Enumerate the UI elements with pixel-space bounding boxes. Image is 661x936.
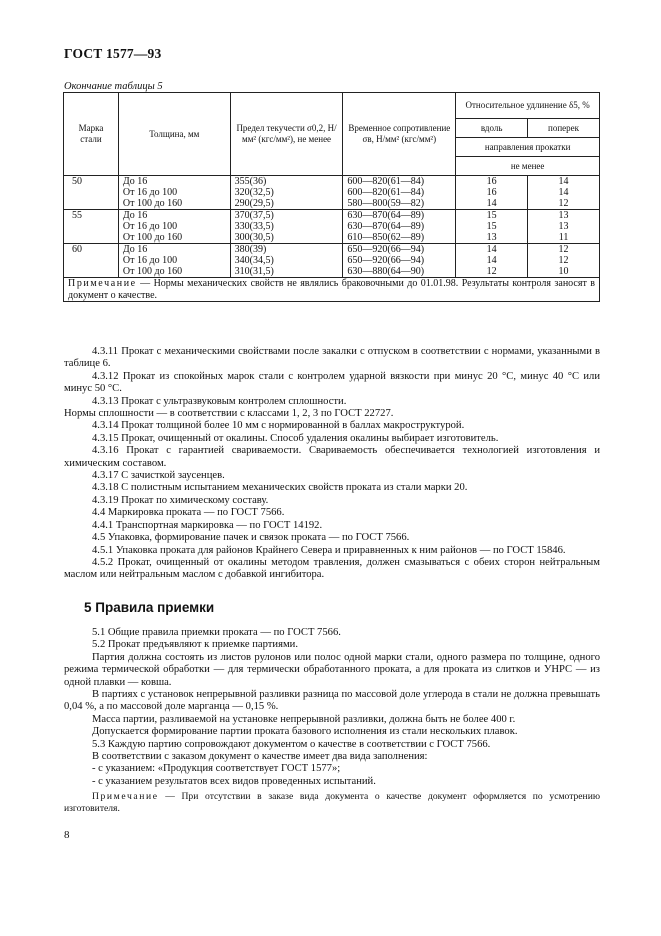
- paragraph: 4.3.15 Прокат, очищенный от окалины. Способ удаления окалины выбирает изготовитель.: [92, 432, 499, 444]
- thickness-value: От 100 до 160: [122, 266, 183, 277]
- paragraph: 4.3.19 Прокат по химическому составу.: [92, 494, 269, 506]
- yield-value: 355(36): [234, 176, 267, 187]
- header-min: не менее: [456, 157, 600, 176]
- tensile-cell: [343, 244, 456, 278]
- across-value: 14: [558, 187, 569, 198]
- tensile-value: 610—850(62—89): [347, 232, 425, 243]
- table-row: [64, 210, 600, 244]
- page-number: 8: [64, 829, 70, 841]
- across-value: 13: [558, 221, 569, 232]
- table-note-label: Примечание: [68, 278, 137, 289]
- thickness-value: От 100 до 160: [122, 232, 183, 243]
- paragraph: 4.3.11 Прокат с механическими свойствами после закалки с отпуском в соответствии с нормами, указанными в таблице 6.: [64, 346, 600, 370]
- across-cell: [528, 210, 600, 244]
- paragraph: 4.3.12 Прокат из спокойных марок стали с контролем ударной вязкости при минус 20 °С, минус 40 °С или минус 50 °С.: [64, 370, 600, 395]
- paragraph: - с указанием: «Продукция соответствует ГОСТ 1577»;: [92, 763, 341, 775]
- along-cell: [456, 176, 528, 210]
- table-caption: Окончание таблицы 5: [64, 81, 163, 92]
- yield-value: 330(33,5): [234, 221, 274, 232]
- paragraph: 4.4 Маркировка проката — по ГОСТ 7566.: [92, 507, 285, 519]
- across-cell: [528, 244, 600, 278]
- across-value: 14: [558, 176, 569, 187]
- paragraph: 4.5 Упаковка, формирование пачек и связок проката — по ГОСТ 7566.: [92, 532, 410, 544]
- requirements-text: [64, 346, 600, 582]
- along-value: 14: [486, 244, 497, 255]
- header-direction: направления прокатки: [456, 138, 600, 157]
- across-value: 12: [558, 255, 569, 266]
- paragraph: 5.1 Общие правила приемки проката — по ГОСТ 7566.: [92, 627, 341, 638]
- along-value: 15: [486, 221, 497, 232]
- yield-value: 340(34,5): [234, 255, 274, 266]
- grade-cell: 55: [64, 210, 119, 244]
- header-tensile-text: Временное сопротивление σв, Н/мм² (кгс/мм²): [348, 123, 451, 144]
- table-note-text: — Нормы механических свойств не являлись браковочными до 01.01.98. Результаты контроля заносят в документ о качестве.: [68, 278, 595, 301]
- yield-cell: [230, 210, 343, 244]
- across-cell: [528, 176, 600, 210]
- across-value: 12: [558, 244, 569, 255]
- thickness-value: До 16: [122, 244, 148, 255]
- thickness-value: До 16: [122, 210, 148, 221]
- yield-value: 320(32,5): [234, 187, 274, 198]
- table-note-row: [64, 278, 600, 302]
- tensile-cell: [343, 210, 456, 244]
- along-value: 15: [486, 210, 497, 221]
- header-tensile: [343, 93, 456, 176]
- section-note-label: Примечание: [92, 791, 159, 803]
- thickness-value: От 100 до 160: [122, 198, 183, 209]
- page-header: ГОСТ 1577—93: [64, 46, 162, 61]
- paragraph: 4.3.13 Прокат с ультразвуковым контролем сплошности.: [92, 395, 347, 407]
- along-value: 12: [486, 266, 497, 277]
- paragraph: 4.3.17 С зачисткой заусенцев.: [92, 470, 225, 482]
- paragraph: 5.2 Прокат предъявляют к приемке партиями.: [92, 639, 298, 651]
- thickness-cell: [118, 210, 230, 244]
- header-thickness: Толщина, мм: [118, 93, 230, 176]
- tensile-value: 630—870(64—89): [347, 210, 425, 221]
- paragraph: 4.3.16 Прокат с гарантией свариваемости. Свариваемость обеспечивается технологией изготовления и химическим составом.: [64, 445, 600, 469]
- tensile-value: 600—820(61—84): [347, 176, 425, 187]
- paragraph: 4.4.1 Транспортная маркировка — по ГОСТ 14192.: [92, 519, 323, 531]
- mechanical-properties-table: [63, 92, 600, 302]
- tensile-value: 650—920(66—94): [347, 255, 425, 266]
- tensile-value: 600—820(61—84): [347, 187, 425, 198]
- grade-cell: 60: [64, 244, 119, 278]
- grade-cell: 50: [64, 176, 119, 210]
- along-value: 16: [486, 187, 497, 198]
- thickness-value: От 16 до 100: [122, 255, 178, 266]
- thickness-cell: [118, 244, 230, 278]
- across-value: 13: [558, 210, 569, 221]
- yield-cell: [230, 176, 343, 210]
- thickness-cell: [118, 176, 230, 210]
- table-row: [64, 244, 600, 278]
- tensile-value: 630—870(64—89): [347, 221, 425, 232]
- yield-value: 300(30,5): [234, 232, 274, 243]
- across-value: 11: [558, 232, 569, 243]
- thickness-value: От 16 до 100: [122, 221, 178, 232]
- header-yield-text: Предел текучести σ0,2, Н/мм² (кгс/мм²), не менее: [236, 123, 337, 144]
- along-value: 14: [486, 198, 497, 209]
- header-elongation: Относительное удлинение δ5, %: [456, 93, 600, 119]
- thickness-value: От 16 до 100: [122, 187, 178, 198]
- yield-value: 370(37,5): [234, 210, 274, 221]
- across-value: 12: [558, 198, 569, 209]
- paragraph: В партиях с установок непрерывной разливки разница по массовой доле углерода в стали не должна превышать 0,04 %, а по массовой доле марганца — 0,15 %.: [64, 689, 600, 713]
- across-value: 10: [558, 266, 569, 277]
- table-note: [64, 278, 600, 302]
- paragraph: Допускается формирование партии проката базового исполнения из стали нескольких плавок.: [92, 726, 518, 738]
- along-value: 16: [486, 176, 497, 187]
- along-value: 14: [486, 255, 497, 266]
- along-cell: [456, 244, 528, 278]
- paragraph: - с указанием результатов всех видов проведенных испытаний.: [92, 775, 376, 787]
- acceptance-rules-text: [64, 627, 600, 814]
- paragraph: 4.5.2 Прокат, очищенный от окалины методом травления, должен смазываться с обеих сторон нейтральным маслом или нейтральным маслом с добавкой ингибитора.: [64, 556, 600, 581]
- yield-value: 310(31,5): [234, 266, 274, 277]
- header-along: вдоль: [456, 119, 528, 138]
- paragraph: 4.3.18 С полистным испытанием механических свойств проката из стали марки 20.: [92, 482, 468, 494]
- thickness-value: До 16: [122, 176, 148, 187]
- tensile-value: 630—880(64—90): [347, 266, 425, 277]
- along-cell: [456, 210, 528, 244]
- paragraph: В соответствии с заказом документ о качестве имеет два вида заполнения:: [92, 751, 428, 763]
- yield-cell: [230, 244, 343, 278]
- paragraph: 4.3.14 Прокат толщиной более 10 мм с нормированной в баллах макроструктурой.: [92, 420, 465, 432]
- yield-value: 380(39): [234, 244, 267, 255]
- paragraph: 5.3 Каждую партию сопровождают документом о качестве в соответствии с ГОСТ 7566.: [92, 738, 491, 750]
- table-row: [64, 176, 600, 210]
- header-yield: [230, 93, 343, 176]
- tensile-value: 650—920(66—94): [347, 244, 425, 255]
- paragraph: 4.5.1 Упаковка проката для районов Крайнего Севера и приравненных к ним районов — по ГОСТ 15846.: [92, 544, 566, 556]
- header-across: поперек: [528, 119, 600, 138]
- section-note: [64, 791, 600, 814]
- paragraph: Нормы сплошности — в соответствии с классами 1, 2, 3 по ГОСТ 22727.: [64, 408, 394, 420]
- section-title: 5 Правила приемки: [84, 600, 215, 615]
- along-value: 13: [486, 232, 497, 243]
- paragraph: Партия должна состоять из листов рулонов или полос одной марки стали, одного размера по толщине, одного режима термической обработки — для термически обработанного проката, а для проката из слитков и УНРС — из одной плавки — ковша.: [64, 651, 600, 688]
- tensile-cell: [343, 176, 456, 210]
- yield-value: 290(29,5): [234, 198, 274, 209]
- tensile-value: 580—800(59—82): [347, 198, 425, 209]
- section-note-text: — При отсутствии в заказе вида документа о качестве документ оформляется по усмотрению изготовителя.: [64, 791, 600, 814]
- header-grade: Марка стали: [64, 93, 119, 176]
- paragraph: Масса партии, разливаемой на установке непрерывной разливки, должна быть не более 400 г.: [92, 713, 516, 725]
